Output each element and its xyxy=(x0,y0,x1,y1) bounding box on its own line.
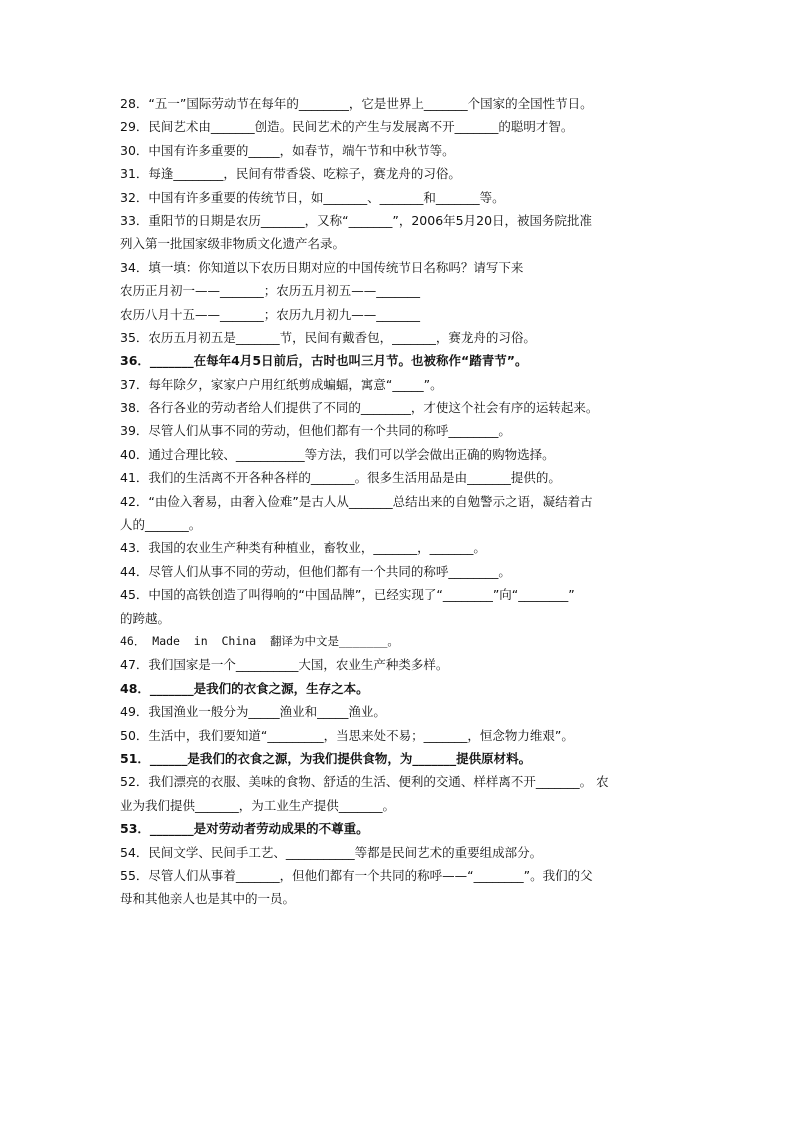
question-35: 35．农历五月初五是_______节，民间有戴香包，_______，赛龙舟的习俗。 xyxy=(120,329,536,345)
question-53: 53．_______是对劳动者劳动成果的不尊重。 xyxy=(120,821,369,837)
question-47: 47．我们国家是一个__________大国，农业生产种类多样。 xyxy=(120,657,449,673)
question-33: 33．重阳节的日期是农历_______，又称“_______”，2006年5月20日，被国务院批准 xyxy=(120,212,593,228)
question-30: 30．中国有许多重要的_____，如春节，端午节和中秋节等。 xyxy=(120,142,455,158)
question-41: 41．我们的生活离不开各种各样的_______。很多生活用品是由_______提供的。 xyxy=(120,470,561,486)
question-34: 34．填一填：你知道以下农历日期对应的中国传统节日名称吗？请写下来 xyxy=(120,259,524,275)
question-36: 36．_______在每年4月5日前后，古时也叫三月节。也被称作“踏青节”。 xyxy=(120,353,528,369)
question-39: 39．尽管人们从事不同的劳动，但他们都有一个共同的称呼________。 xyxy=(120,423,511,439)
question-54: 54．民间文学、民间手工艺、___________等都是民间艺术的重要组成部分。 xyxy=(120,844,543,860)
question-43: 43．我国的农业生产种类有种植业，畜牧业，_______，_______。 xyxy=(120,540,486,556)
question-49: 49．我国渔业一般分为_____渔业和_____渔业。 xyxy=(120,704,386,720)
question-46: 46． Made in China 翻译为中文是_______。 xyxy=(120,633,399,648)
question-42-cont: 人的_______。 xyxy=(120,517,202,533)
question-45: 45．中国的高铁创造了叫得响的“中国品牌”，已经实现了“________”向“________” xyxy=(120,587,575,603)
question-55: 55．尽管人们从事着_______，但他们都有一个共同的称呼——“________”。我们的父 xyxy=(120,867,593,883)
question-28: 28．“五一”国际劳动节在每年的________，它是世界上_______个国家的全国性节日。 xyxy=(120,96,593,111)
question-44: 44．尽管人们从事不同的劳动，但他们都有一个共同的称呼________。 xyxy=(120,563,511,579)
question-list xyxy=(120,92,690,911)
question-34-row-1: 农历正月初一——_______；农历五月初五——_______ xyxy=(120,283,421,299)
question-55-cont: 母和其他亲人也是其中的一员。 xyxy=(120,891,296,907)
question-48: 48．_______是我们的衣食之源，生存之本。 xyxy=(120,680,369,696)
question-38: 38．各行各业的劳动者给人们提供了不同的________，才使这个社会有序的运转起来。 xyxy=(120,400,599,416)
question-45-cont: 的跨越。 xyxy=(120,610,171,626)
question-29: 29．民间艺术由_______创造。民间艺术的产生与发展离不开_______的聪明才智。 xyxy=(120,119,574,135)
question-50: 50．生活中，我们要知道“_________，当思来处不易；_______，恒念物力维艰”。 xyxy=(120,727,574,743)
question-31: 31．每逢________，民间有带香袋、吃粽子，赛龙舟的习俗。 xyxy=(120,166,461,182)
question-32: 32．中国有许多重要的传统节日，如_______、_______和_______等。 xyxy=(120,189,505,205)
question-52-cont: 业为我们提供_______，为工业生产提供_______。 xyxy=(120,797,396,813)
question-51: 51．______是我们的衣食之源，为我们提供食物，为_______提供原材料。 xyxy=(120,750,532,766)
question-37: 37．每年除夕，家家户户用红纸剪成蝙蝠，寓意“_____”。 xyxy=(120,376,443,392)
question-42: 42．“由俭入奢易，由奢入俭难”是古人从_______总结出来的自勉警示之语，凝结着古 xyxy=(120,493,593,509)
question-40: 40．通过合理比较、___________等方法，我们可以学会做出正确的购物选择。 xyxy=(120,446,555,462)
question-33-cont: 列入第一批国家级非物质文化遗产名录。 xyxy=(120,236,346,252)
question-34-row-2: 农历八月十五——_______；农历九月初九——_______ xyxy=(120,306,421,322)
question-52: 52．我们漂亮的衣服、美味的食物、舒适的生活、便利的交通、样样离不开_______。 农 xyxy=(120,774,609,790)
